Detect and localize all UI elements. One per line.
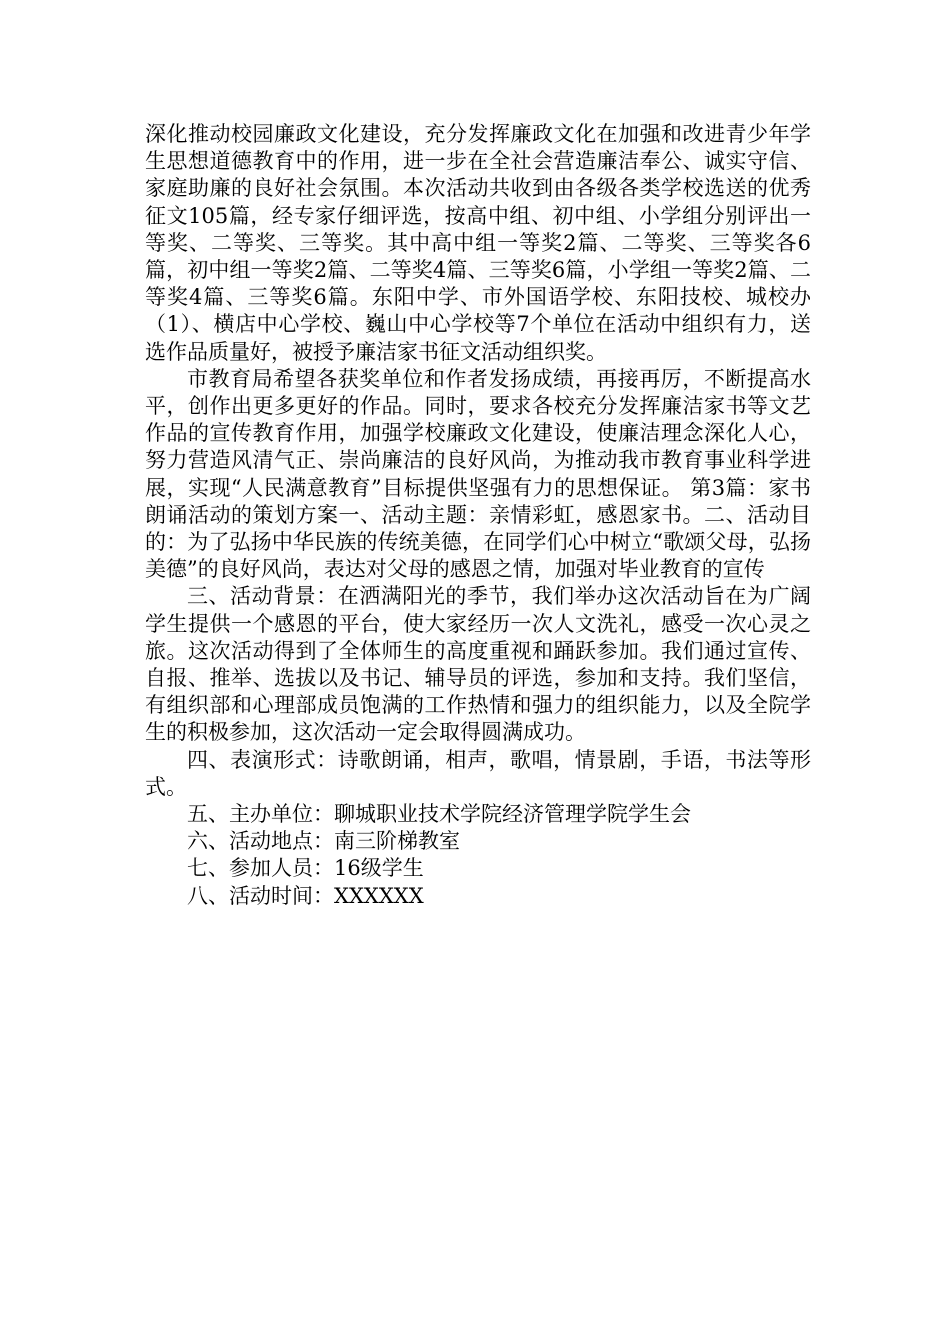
paragraph-performance-form: 四、表演形式：诗歌朗诵，相声，歌唱，情景剧，手语，书法等形式。 bbox=[145, 747, 811, 799]
paragraph-organizer: 五、主办单位：聊城职业技术学院经济管理学院学生会 bbox=[187, 802, 691, 827]
paragraph-award-summary: 深化推动校园廉政文化建设，充分发挥廉政文化在加强和改进青少年学生思想道德教育中的作用，进一步在全社会营造廉洁奉公、诚实守信、家庭助廉的良好社会氛围。本次活动共收到由各级各类学校选送的优秀征文105篇，经专家仔细评选，按高中组、初中组、小学组分别评出一等奖、二等奖、三等奖。其中高中组一等奖2篇、二等奖、三等奖各6篇，初中组一等奖2篇、二等奖4篇、三等奖6篇，小学组一等奖2篇、二等奖4篇、三等奖6篇。东阳中学、市外国语学校、东阳技校、城校办（1）、横店中心学校、巍山中心学校等7个单位在活动中组织有力，送选作品质量好，被授予廉洁家书征文活动组织奖。 bbox=[145, 122, 811, 364]
paragraph-location: 六、活动地点：南三阶梯教室 bbox=[187, 829, 460, 854]
paragraph-participants: 七、参加人员：16级学生 bbox=[187, 856, 424, 881]
paragraph-time: 八、活动时间：XXXXXX bbox=[187, 883, 424, 908]
paragraph-activity-background: 三、活动背景：在洒满阳光的季节，我们举办这次活动旨在为广阔学生提供一个感恩的平台，使大家经历一次人文洗礼，感受一次心灵之旅。这次活动得到了全体师生的高度重视和踊跃参加。我们通过宣传、自报、推举、选拔以及书记、辅导员的评选，参加和支持。我们坚信，有组织部和心理部成员饱满的工作热情和强力的组织能力，以及全院学生的积极参加，这次活动一定会取得圆满成功。 bbox=[145, 584, 811, 745]
document-body bbox=[145, 121, 811, 910]
paragraph-education-bureau: 市教育局希望各获奖单位和作者发扬成绩，再接再厉，不断提高水平，创作出更多更好的作品。同时，要求各校充分发挥廉洁家书等文艺作品的宣传教育作用，加强学校廉政文化建设，使廉洁理念深化人心，努力营造风清气正、崇尚廉洁的良好风尚，为推动我市教育事业科学进展，实现“人民满意教育”目标提供坚强有力的思想保证。 第3篇：家书朗诵活动的策划方案一、活动主题：亲情彩虹，感恩家书。二、活动目的：为了弘扬中华民族的传统美德，在同学们心中树立“歌颂父母，弘扬美德”的良好风尚，表达对父母的感恩之情，加强对毕业教育的宣传 bbox=[145, 366, 811, 582]
